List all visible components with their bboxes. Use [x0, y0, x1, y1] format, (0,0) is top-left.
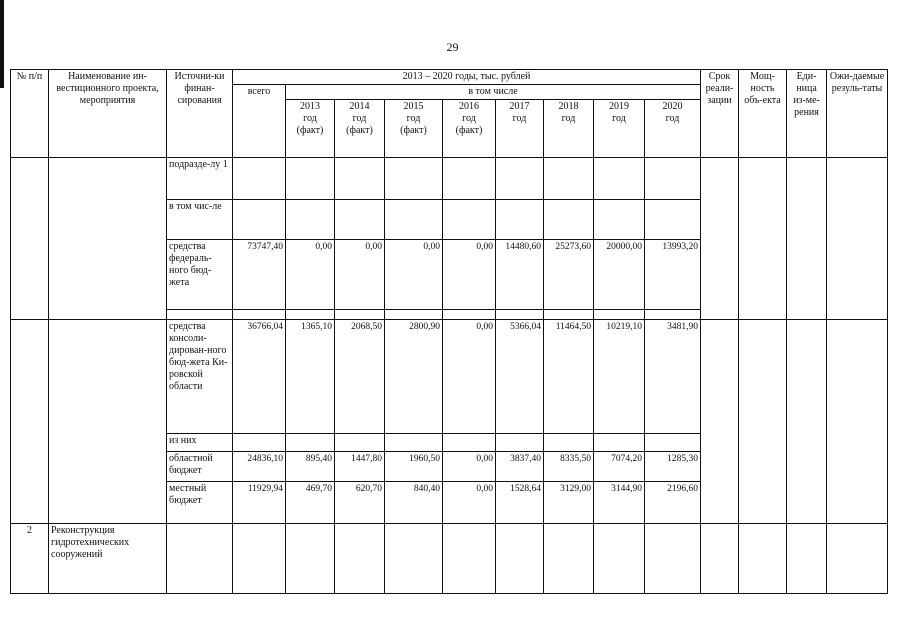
page-number: 29	[446, 40, 459, 54]
year-header-2018: 2018 год	[544, 100, 594, 158]
financing-table	[10, 69, 888, 594]
year-header-2020: 2020 год	[645, 100, 701, 158]
year-header-2019: 2019 год	[594, 100, 645, 158]
col-total-header: всего	[233, 85, 286, 158]
col-incl-header: в том числе	[286, 85, 701, 100]
table-row	[11, 524, 888, 594]
col-num-header: № п/п	[11, 70, 49, 158]
col-term-header: Срок реали-зации	[701, 70, 739, 158]
row-number: 2	[11, 524, 49, 594]
col-source-header: Источни-ки финан-сирования	[167, 70, 233, 158]
row-label-subsection: подразде-лу 1	[167, 158, 233, 200]
year-header-2017: 2017 год	[496, 100, 544, 158]
year-header-2016: 2016 год (факт)	[443, 100, 496, 158]
row-label-local: местный бюджет	[167, 482, 233, 524]
table-row: средства федераль-ного бюд-жета 73747,40 0,00 0,00 0,00 0,00 14480,60 25273,60 20000,00 13993,20	[11, 240, 888, 310]
row-label-of-them: из них	[167, 434, 233, 452]
row-name: Реконструкция гидротехнических сооружений	[49, 524, 167, 594]
row-label-incl: в том чис-ле	[167, 200, 233, 240]
row-label-federal: средства федераль-ного бюд-жета	[167, 240, 233, 310]
col-unit-header: Еди-ница из-ме-рения	[787, 70, 827, 158]
table-row: средства консоли-дирован-ного бюд-жета Ки-ровской области 36766,04 1365,10 2068,50 2800,90 0,00 5366,04 11464,50 10219,10 3481,90	[11, 320, 888, 434]
table-row: местный бюджет 11929,94 469,70 620,70 840,40 0,00 1528,64 3129,00 3144,90 2196,60	[11, 482, 888, 524]
row-label-consolidated: средства консоли-дирован-ного бюд-жета Ки-ровской области	[167, 320, 233, 434]
year-header-2015: 2015 год (факт)	[385, 100, 443, 158]
table-row: областной бюджет 24836,10 895,40 1447,80 1960,50 0,00 3837,40 8335,50 7074,20 1285,30	[11, 452, 888, 482]
row-label-regional: областной бюджет	[167, 452, 233, 482]
col-name-header: Наименование ин-вестиционного проекта, мероприятия	[49, 70, 167, 158]
year-header-2013: 2013 год (факт)	[286, 100, 335, 158]
col-power-header: Мощ-ность объ-екта	[739, 70, 787, 158]
col-result-header: Ожи-даемые резуль-таты	[827, 70, 888, 158]
col-period-header: 2013 – 2020 годы, тыс. рублей	[233, 70, 701, 85]
year-header-2014: 2014 год (факт)	[335, 100, 385, 158]
